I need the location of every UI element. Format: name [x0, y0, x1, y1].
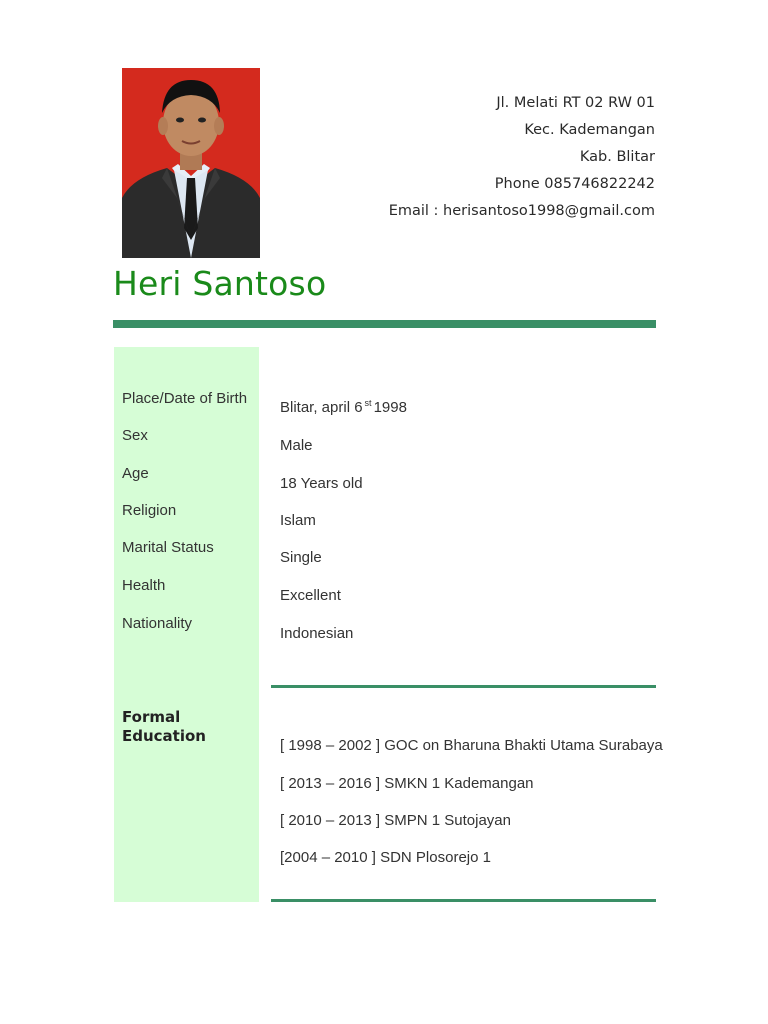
person-name: Heri Santoso — [113, 264, 327, 303]
label-place-date-of-birth: Place/Date of Birth — [122, 390, 248, 407]
value-place-date-of-birth — [280, 398, 407, 416]
divider-middle — [271, 685, 656, 688]
phone-text: Phone 085746822242 — [494, 176, 655, 192]
value-nationality: Indonesian — [280, 625, 354, 642]
education-item: [2004 – 2010 ] SDN Plosorejo 1 — [280, 849, 491, 866]
birth-year: 1998 — [373, 399, 407, 416]
label-religion: Religion — [122, 502, 177, 519]
address-line-3: Kab. Blitar — [579, 149, 655, 165]
address-line-1: Jl. Melati RT 02 RW 01 — [496, 95, 655, 111]
education-item: [ 1998 – 2002 ] GOC on Bharuna Bhakti Utama Surabaya — [280, 737, 663, 754]
divider-top — [113, 320, 656, 328]
label-age: Age — [122, 465, 149, 482]
profile-photo — [122, 68, 260, 258]
label-health: Health — [122, 577, 166, 594]
birth-ordinal: st — [364, 398, 372, 408]
address-line-2: Kec. Kademangan — [524, 122, 655, 138]
label-nationality: Nationality — [122, 615, 193, 632]
label-formal-education: Formal Education — [122, 708, 206, 745]
value-sex: Male — [280, 437, 313, 454]
education-item: [ 2013 – 2016 ] SMKN 1 Kademangan — [280, 775, 534, 792]
label-sex: Sex — [122, 427, 148, 444]
education-item: [ 2010 – 2013 ] SMPN 1 Sutojayan — [280, 812, 511, 829]
divider-bottom — [271, 899, 656, 902]
contact-block — [389, 90, 655, 225]
value-marital-status: Single — [280, 549, 322, 566]
value-health: Excellent — [280, 587, 341, 604]
birth-place-date: Blitar, april 6 — [280, 399, 363, 416]
label-marital-status: Marital Status — [122, 539, 214, 556]
value-religion: Islam — [280, 512, 316, 529]
value-age: 18 Years old — [280, 475, 363, 492]
email-text: Email : herisantoso1998@gmail.com — [388, 203, 655, 219]
